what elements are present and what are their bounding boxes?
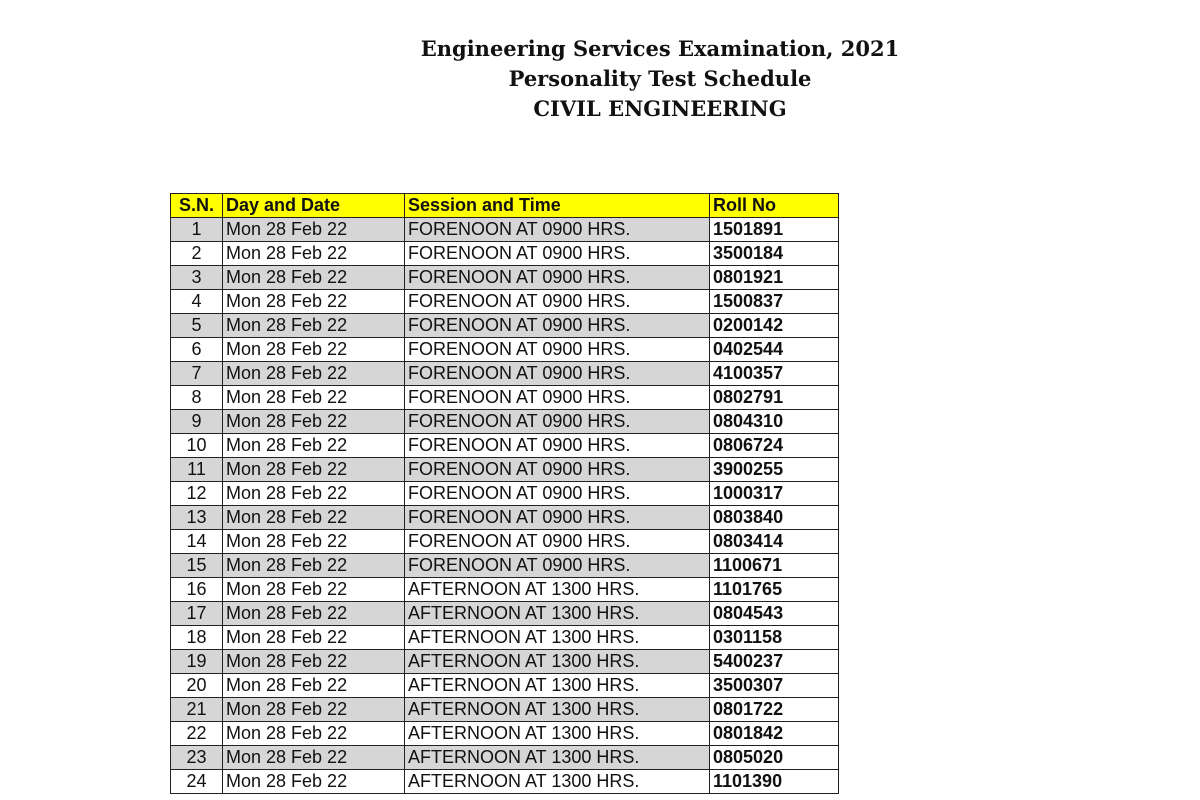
cell-date: Mon 28 Feb 22 (223, 434, 405, 458)
cell-date: Mon 28 Feb 22 (223, 674, 405, 698)
cell-date: Mon 28 Feb 22 (223, 698, 405, 722)
table-body (171, 218, 839, 794)
table-row (171, 266, 839, 290)
table-row (171, 674, 839, 698)
cell-roll-no: 1101390 (710, 770, 839, 794)
cell-date: Mon 28 Feb 22 (223, 386, 405, 410)
cell-session: FORENOON AT 0900 HRS. (405, 242, 710, 266)
cell-date: Mon 28 Feb 22 (223, 458, 405, 482)
table-row (171, 746, 839, 770)
cell-sn: 17 (171, 602, 223, 626)
cell-sn: 7 (171, 362, 223, 386)
cell-roll-no: 0806724 (710, 434, 839, 458)
cell-roll-no: 0801722 (710, 698, 839, 722)
cell-date: Mon 28 Feb 22 (223, 770, 405, 794)
cell-roll-no: 3900255 (710, 458, 839, 482)
discipline-title: CIVIL ENGINEERING (533, 96, 787, 121)
schedule-table (170, 193, 839, 794)
cell-roll-no: 1101765 (710, 578, 839, 602)
cell-session: FORENOON AT 0900 HRS. (405, 314, 710, 338)
cell-session: AFTERNOON AT 1300 HRS. (405, 602, 710, 626)
cell-sn: 1 (171, 218, 223, 242)
cell-date: Mon 28 Feb 22 (223, 242, 405, 266)
cell-sn: 20 (171, 674, 223, 698)
cell-date: Mon 28 Feb 22 (223, 578, 405, 602)
cell-date: Mon 28 Feb 22 (223, 410, 405, 434)
cell-session: FORENOON AT 0900 HRS. (405, 482, 710, 506)
cell-roll-no: 3500307 (710, 674, 839, 698)
table-row (171, 626, 839, 650)
cell-sn: 14 (171, 530, 223, 554)
cell-roll-no: 0802791 (710, 386, 839, 410)
column-header-roll: Roll No (710, 194, 839, 218)
table-row (171, 290, 839, 314)
cell-session: FORENOON AT 0900 HRS. (405, 386, 710, 410)
table-header-row (171, 194, 839, 218)
cell-session: FORENOON AT 0900 HRS. (405, 290, 710, 314)
cell-session: FORENOON AT 0900 HRS. (405, 530, 710, 554)
cell-roll-no: 0804310 (710, 410, 839, 434)
cell-date: Mon 28 Feb 22 (223, 506, 405, 530)
cell-session: FORENOON AT 0900 HRS. (405, 434, 710, 458)
cell-session: FORENOON AT 0900 HRS. (405, 338, 710, 362)
cell-sn: 24 (171, 770, 223, 794)
cell-date: Mon 28 Feb 22 (223, 626, 405, 650)
cell-session: AFTERNOON AT 1300 HRS. (405, 626, 710, 650)
cell-session: FORENOON AT 0900 HRS. (405, 506, 710, 530)
cell-session: FORENOON AT 0900 HRS. (405, 218, 710, 242)
table-row (171, 410, 839, 434)
cell-date: Mon 28 Feb 22 (223, 554, 405, 578)
cell-sn: 12 (171, 482, 223, 506)
cell-session: AFTERNOON AT 1300 HRS. (405, 722, 710, 746)
cell-sn: 5 (171, 314, 223, 338)
cell-roll-no: 1100671 (710, 554, 839, 578)
table-row (171, 362, 839, 386)
cell-date: Mon 28 Feb 22 (223, 218, 405, 242)
cell-session: AFTERNOON AT 1300 HRS. (405, 650, 710, 674)
table-row (171, 770, 839, 794)
table-row (171, 242, 839, 266)
cell-session: AFTERNOON AT 1300 HRS. (405, 746, 710, 770)
cell-roll-no: 1000317 (710, 482, 839, 506)
cell-date: Mon 28 Feb 22 (223, 746, 405, 770)
cell-roll-no: 0200142 (710, 314, 839, 338)
exam-title: Engineering Services Examination, 2021 (420, 36, 900, 61)
table-row (171, 530, 839, 554)
cell-date: Mon 28 Feb 22 (223, 602, 405, 626)
table-row (171, 722, 839, 746)
cell-roll-no: 0803840 (710, 506, 839, 530)
table-row (171, 698, 839, 722)
cell-sn: 13 (171, 506, 223, 530)
cell-sn: 9 (171, 410, 223, 434)
cell-date: Mon 28 Feb 22 (223, 530, 405, 554)
cell-sn: 22 (171, 722, 223, 746)
cell-roll-no: 0805020 (710, 746, 839, 770)
cell-sn: 18 (171, 626, 223, 650)
cell-date: Mon 28 Feb 22 (223, 650, 405, 674)
table-row (171, 218, 839, 242)
cell-roll-no: 0801921 (710, 266, 839, 290)
cell-sn: 16 (171, 578, 223, 602)
cell-roll-no: 4100357 (710, 362, 839, 386)
cell-date: Mon 28 Feb 22 (223, 338, 405, 362)
cell-session: FORENOON AT 0900 HRS. (405, 410, 710, 434)
cell-sn: 6 (171, 338, 223, 362)
cell-roll-no: 0803414 (710, 530, 839, 554)
document-heading (0, 34, 1200, 124)
cell-session: AFTERNOON AT 1300 HRS. (405, 674, 710, 698)
cell-sn: 3 (171, 266, 223, 290)
column-header-date: Day and Date (223, 194, 405, 218)
table-row (171, 602, 839, 626)
table-row (171, 578, 839, 602)
cell-sn: 4 (171, 290, 223, 314)
cell-roll-no: 0801842 (710, 722, 839, 746)
table-row (171, 386, 839, 410)
table-row (171, 338, 839, 362)
cell-roll-no: 3500184 (710, 242, 839, 266)
cell-session: AFTERNOON AT 1300 HRS. (405, 578, 710, 602)
cell-date: Mon 28 Feb 22 (223, 722, 405, 746)
cell-sn: 21 (171, 698, 223, 722)
cell-date: Mon 28 Feb 22 (223, 362, 405, 386)
column-header-sn: S.N. (171, 194, 223, 218)
cell-date: Mon 28 Feb 22 (223, 290, 405, 314)
table-row (171, 314, 839, 338)
cell-sn: 23 (171, 746, 223, 770)
cell-roll-no: 1500837 (710, 290, 839, 314)
cell-session: FORENOON AT 0900 HRS. (405, 458, 710, 482)
cell-roll-no: 0301158 (710, 626, 839, 650)
table-row (171, 434, 839, 458)
table-row (171, 554, 839, 578)
cell-session: FORENOON AT 0900 HRS. (405, 362, 710, 386)
schedule-title: Personality Test Schedule (508, 66, 812, 91)
column-header-session: Session and Time (405, 194, 710, 218)
cell-session: AFTERNOON AT 1300 HRS. (405, 770, 710, 794)
cell-roll-no: 1501891 (710, 218, 839, 242)
cell-sn: 11 (171, 458, 223, 482)
cell-date: Mon 28 Feb 22 (223, 482, 405, 506)
table-row (171, 482, 839, 506)
cell-sn: 19 (171, 650, 223, 674)
table-row (171, 506, 839, 530)
table-row (171, 458, 839, 482)
cell-roll-no: 0402544 (710, 338, 839, 362)
cell-sn: 8 (171, 386, 223, 410)
table-row (171, 650, 839, 674)
cell-sn: 10 (171, 434, 223, 458)
cell-session: AFTERNOON AT 1300 HRS. (405, 698, 710, 722)
cell-sn: 15 (171, 554, 223, 578)
cell-sn: 2 (171, 242, 223, 266)
cell-roll-no: 5400237 (710, 650, 839, 674)
cell-session: FORENOON AT 0900 HRS. (405, 266, 710, 290)
cell-date: Mon 28 Feb 22 (223, 266, 405, 290)
cell-roll-no: 0804543 (710, 602, 839, 626)
cell-date: Mon 28 Feb 22 (223, 314, 405, 338)
cell-session: FORENOON AT 0900 HRS. (405, 554, 710, 578)
